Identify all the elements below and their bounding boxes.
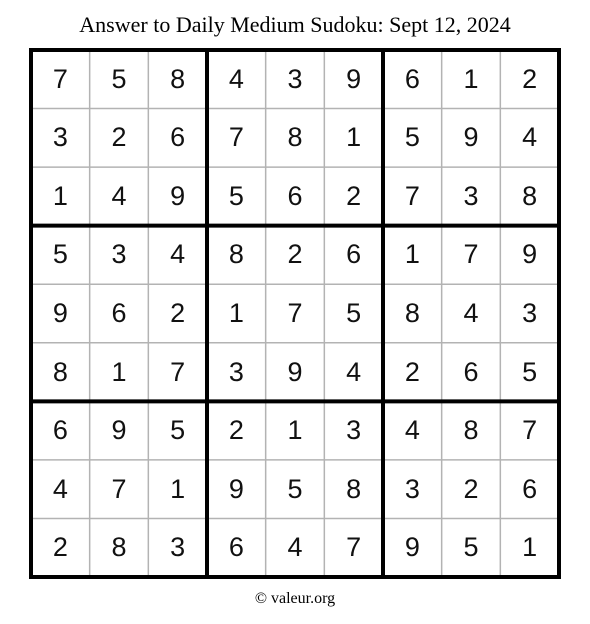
sudoku-cell: 2 [228, 415, 244, 446]
sudoku-cell: 2 [52, 532, 68, 563]
sudoku-cell: 5 [346, 297, 362, 328]
sudoku-cell: 4 [522, 122, 538, 153]
sudoku-cell: 9 [287, 356, 303, 387]
sudoku-cell: 1 [170, 473, 186, 504]
sudoku-cell: 7 [404, 180, 420, 211]
sudoku-cell: 1 [111, 356, 127, 387]
sudoku-cell: 3 [522, 297, 538, 328]
sudoku-cell: 3 [463, 180, 479, 211]
sudoku-cells [29, 48, 561, 579]
sudoku-cell: 8 [52, 356, 68, 387]
sudoku-cell: 1 [228, 297, 244, 328]
sudoku-cell: 5 [287, 473, 303, 504]
sudoku-cell: 7 [346, 532, 362, 563]
sudoku-cell: 3 [111, 239, 127, 270]
sudoku-cell: 6 [287, 180, 303, 211]
sudoku-cell: 4 [111, 180, 127, 211]
sudoku-cell: 1 [287, 415, 303, 446]
sudoku-cell: 6 [170, 122, 186, 153]
sudoku-cell: 9 [463, 122, 479, 153]
sudoku-cell: 2 [287, 239, 303, 270]
sudoku-cell: 4 [52, 473, 68, 504]
sudoku-cell: 4 [228, 63, 244, 94]
sudoku-cell: 6 [228, 532, 244, 563]
sudoku-cell: 2 [522, 63, 538, 94]
sudoku-cell: 9 [346, 63, 362, 94]
sudoku-cell: 9 [522, 239, 538, 270]
puzzle-title: Answer to Daily Medium Sudoku: Sept 12, 2024 [79, 12, 511, 37]
sudoku-cell: 3 [170, 532, 186, 563]
sudoku-board [29, 48, 561, 579]
sudoku-cell: 7 [52, 63, 68, 94]
sudoku-cell: 7 [522, 415, 538, 446]
sudoku-cell: 7 [170, 356, 186, 387]
sudoku-cell: 6 [346, 239, 362, 270]
sudoku-cell: 5 [52, 239, 68, 270]
sudoku-cell: 7 [228, 122, 244, 153]
sudoku-cell: 9 [52, 297, 68, 328]
sudoku-cell: 4 [404, 415, 420, 446]
sudoku-cell: 4 [463, 297, 479, 328]
sudoku-cell: 2 [404, 356, 420, 387]
sudoku-cell: 6 [111, 297, 127, 328]
sudoku-cell: 3 [228, 356, 244, 387]
sudoku-cell: 8 [228, 239, 244, 270]
sudoku-cell: 6 [463, 356, 479, 387]
sudoku-cell: 1 [404, 239, 420, 270]
sudoku-cell: 3 [52, 122, 68, 153]
sudoku-cell: 2 [170, 297, 186, 328]
sudoku-cell: 1 [346, 122, 362, 153]
sudoku-cell: 6 [404, 63, 420, 94]
sudoku-cell: 2 [111, 122, 127, 153]
sudoku-cell: 5 [463, 532, 479, 563]
sudoku-cell: 9 [111, 415, 127, 446]
sudoku-cell: 4 [346, 356, 362, 387]
sudoku-cell: 8 [111, 532, 127, 563]
sudoku-cell: 1 [52, 180, 68, 211]
sudoku-cell: 2 [463, 473, 479, 504]
sudoku-cell: 1 [522, 532, 538, 563]
sudoku-cell: 3 [346, 415, 362, 446]
sudoku-cell: 8 [463, 415, 479, 446]
copyright-footer: © valeur.org [254, 590, 336, 607]
sudoku-cell: 8 [404, 297, 420, 328]
sudoku-cell: 5 [228, 180, 244, 211]
sudoku-cell: 6 [52, 415, 68, 446]
sudoku-cell: 1 [463, 63, 479, 94]
sudoku-cell: 5 [111, 63, 127, 94]
sudoku-cell: 3 [404, 473, 420, 504]
sudoku-cell: 2 [346, 180, 362, 211]
sudoku-cell: 8 [287, 122, 303, 153]
sudoku-cell: 9 [170, 180, 186, 211]
sudoku-cell: 7 [111, 473, 127, 504]
sudoku-cell: 7 [463, 239, 479, 270]
sudoku-cell: 4 [170, 239, 186, 270]
sudoku-cell: 4 [287, 532, 303, 563]
sudoku-cell: 9 [228, 473, 244, 504]
sudoku-cell: 6 [522, 473, 538, 504]
sudoku-cell: 8 [346, 473, 362, 504]
sudoku-cell: 3 [287, 63, 303, 94]
sudoku-cell: 9 [404, 532, 420, 563]
sudoku-cell: 7 [287, 297, 303, 328]
sudoku-cell: 5 [170, 415, 186, 446]
sudoku-cell: 8 [522, 180, 538, 211]
sudoku-cell: 5 [522, 356, 538, 387]
sudoku-cell: 8 [170, 63, 186, 94]
sudoku-cell: 5 [404, 122, 420, 153]
